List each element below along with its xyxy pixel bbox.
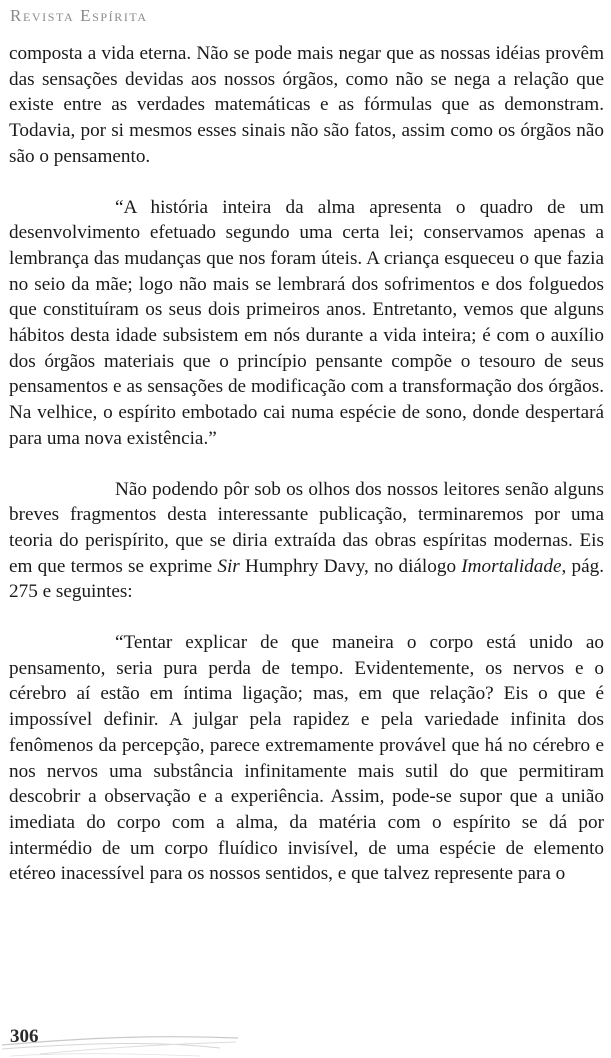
paragraph	[9, 630, 604, 887]
body-text	[9, 41, 604, 887]
text-segment: “A história inteira da alma apresenta o quadro de um desenvolvimento efetuado segundo uma certa lei; conservamos apenas a lembrança das mudanças que nos foram úteis. A criança esqueceu o que fazia no seio da mãe; logo não mais se lembrará dos sofrimentos e dos folguedos que constituíram os seus dois primeiros anos. Entretanto, vemos que alguns hábitos desta idade subsistem em nós durante a vida inteira; é com o auxílio dos órgãos materiais que o princípio pensante compõe o tesouro de seus pensamentos e as sensações de modificação com a transformação dos órgãos. Na velhice, o espírito embotado cai numa espécie de sono, donde despertará para uma nova existência.”	[9, 196, 604, 449]
paragraph	[9, 195, 604, 452]
text-segment: , pág. 275 e seguintes:	[9, 555, 604, 603]
page-number: 306	[10, 1026, 39, 1047]
running-header: Revista Espírita	[10, 6, 148, 25]
text-segment: “Tentar explicar de que maneira o corpo está unido ao pensamento, seria pura perda de tempo. Evidentemente, os nervos e o cérebro aí estão em íntima ligação; mas, em que relação? Eis o que é impossível definir. A julgar pela rapidez e pela variedade infinita dos fenômenos da percepção, parece extremamente provável que há no cérebro e nos nervos uma substância infinitamente mais sutil do que permitiram descobrir a observação e a experiência. Assim, pode-se supor que a união imediata do corpo com a alma, da matéria com o espírito se dá por intermédio de um corpo fluídico invisível, de uma espécie de elemento etéreo inacessível para os nossos sentidos, e que talvez represente para o	[9, 632, 604, 885]
text-segment: Não podendo pôr sob os olhos dos nossos leitores senão alguns breves fragmentos desta interessante publicação, terminaremos por uma teoria do perispírito, que se diria extraída das obras espíritas modernas. Eis em que termos se exprime	[9, 478, 604, 577]
paragraph	[9, 41, 604, 170]
paragraph	[9, 477, 604, 606]
text-segment: Humphry Davy, no diálogo	[239, 555, 462, 577]
text-segment: composta a vida eterna. Não se pode mais negar que as nossas idéias provêm das sensações devidas aos nossos órgãos, como não se nega a relação que existe entre as verdades matemáticas e as fórmulas que as demonstram. Todavia, por si mesmos esses sinais não são fatos, assim como os órgãos não são o pensamento.	[9, 43, 604, 167]
italic-text: Sir	[217, 555, 240, 577]
italic-text: Imortalidade	[461, 555, 562, 577]
